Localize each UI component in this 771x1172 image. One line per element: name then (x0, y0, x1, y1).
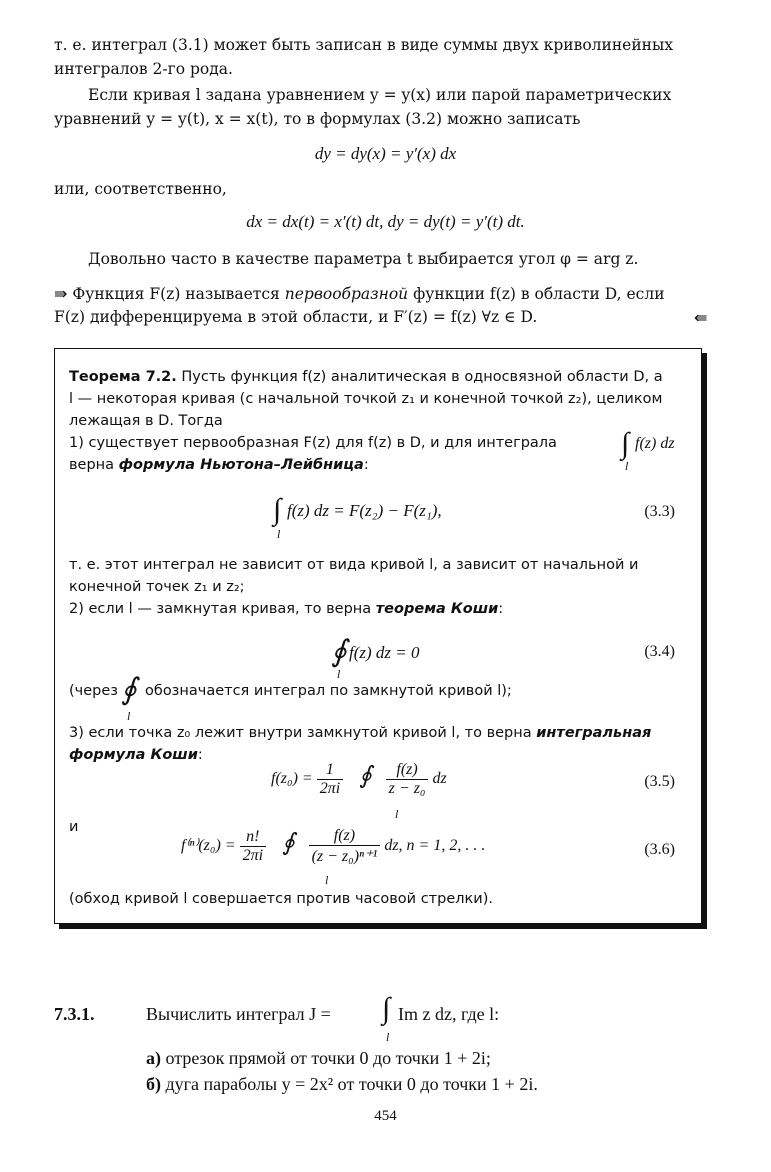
exercise-item-b-label: б) (146, 1074, 161, 1094)
theorem-line-3: лежащая в D. Тогда (69, 413, 223, 429)
equation-3-5 (271, 761, 447, 798)
theorem-text-5b: : (363, 457, 369, 473)
theorem-text-1: Пусть функция f(z) аналитическая в односвязной области D, а (181, 369, 663, 385)
definition-text-a: Функция F(z) называется (72, 285, 280, 303)
definition-term: первообразной (284, 285, 409, 303)
equation-3-3: f(z) dz = F(z₂) − F(z₁), (287, 501, 442, 520)
intro-line-6: Довольно часто в качестве параметра t выбирается угол φ = arg z. (88, 250, 639, 268)
theorem-line-5 (69, 457, 369, 473)
theorem-text-11b: : (197, 747, 203, 763)
theorem-line-4: 1) существует первообразная F(z) для f(z) в D, и для интеграла (69, 435, 557, 451)
exercise-item-b (146, 1074, 538, 1095)
theorem-text-8b: : (498, 601, 504, 617)
integral-formula-term-1: интегральная (536, 725, 652, 741)
theorem-line-7: конечной точек z₁ и z₂; (69, 579, 245, 595)
equation-number-3-4: (3.4) (644, 643, 675, 660)
exercise-item-b-text: дуга параболы y = 2x² от точки 0 до точки 1 + 2i. (165, 1074, 538, 1094)
integral-sign-icon: ∫ (621, 427, 630, 460)
theorem-line-1 (69, 369, 663, 385)
integral-formula-term-2: формула Коши (69, 747, 198, 763)
eq35-tail: dz (432, 770, 447, 788)
theorem-text-9b: обозначается интеграл по замкнутой кривой l); (145, 683, 512, 699)
eq35-integrand-denominator: z − z₀ (388, 780, 426, 797)
eq35-integrand-numerator: f(z) (386, 761, 429, 780)
intro-line-2: интегралов 2-го рода. (54, 60, 233, 78)
eq35-integrand (386, 761, 429, 798)
definition-end-arrow-icon: ⇚ (694, 308, 708, 327)
eq35-coefficient-denominator: 2πi (319, 780, 341, 797)
intro-line-5: или, соответственно, (54, 180, 227, 198)
contour-integral-sign-icon: ∮ (359, 763, 372, 790)
theorem-title: Теорема 7.2. (69, 369, 177, 385)
exercise-text-a: Вычислить интеграл J = (146, 1004, 331, 1024)
intro-line-1: т. е. интеграл (3.1) может быть записан в виде суммы двух криволинейных (54, 36, 674, 54)
theorem-text-9a: (через (69, 683, 118, 699)
integral-limit: l (277, 527, 281, 541)
theorem-text-5a: верна (69, 457, 115, 473)
eq36-coefficient-denominator: 2πi (242, 847, 264, 864)
intro-line-3: Если кривая l задана уравнением y = y(x) или парой параметрических (88, 86, 672, 104)
integral-limit: l (325, 873, 329, 887)
definition-start-arrow-icon: ⇛ (54, 284, 68, 303)
eq35-coefficient-numerator: 1 (317, 761, 343, 780)
eq36-integrand-numerator: f(z) (309, 827, 381, 846)
exercise-item-a-text: отрезок прямой от точки 0 до точки 1 + 2i; (165, 1048, 491, 1068)
theorem-line-12: (обход кривой l совершается против часовой стрелки). (69, 891, 493, 907)
equation-dy: dy = dy(x) = y′(x) dx (314, 144, 457, 163)
equation-number-3-6: (3.6) (644, 841, 675, 858)
exercise-item-a (146, 1048, 491, 1069)
theorem-line-8 (69, 601, 503, 617)
eq36-integrand (309, 827, 381, 866)
theorem-line-11 (69, 747, 203, 763)
integral-limit: l (395, 807, 399, 821)
theorem-text-10a: 3) если точка z₀ лежит внутри замкнутой кривой l, то верна (69, 725, 532, 741)
newton-leibniz-term: формула Ньютона–Лейбница (118, 457, 364, 473)
theorem-line-6: т. е. этот интеграл не зависит от вида кривой l, а зависит от начальной и (69, 557, 639, 573)
eq36-lhs: f⁽ⁿ⁾(z₀) = (181, 837, 236, 855)
theorem-line-10 (69, 725, 651, 741)
eq35-coefficient (317, 761, 343, 798)
integral-sign-icon: ∫ (273, 493, 282, 526)
integral-limit: l (337, 667, 341, 681)
contour-integral-sign-icon: ∮ (331, 635, 347, 668)
exercise-item-a-label: а) (146, 1048, 161, 1068)
theorem-text-8a: 2) если l — замкнутая кривая, то верна (69, 601, 372, 617)
equation-number-3-5: (3.5) (644, 773, 675, 790)
equation-dx-dy: dx = dx(t) = x′(t) dt, dy = dy(t) = y′(t) dt. (246, 212, 525, 231)
eq36-tail: dz, n = 1, 2, . . . (384, 837, 486, 855)
exercise-integrand: Im z dz, где l: (398, 1004, 500, 1024)
integral-limit: l (386, 1030, 390, 1044)
integral-limit: l (625, 459, 629, 473)
exercise-number: 7.3.1. (54, 1004, 95, 1024)
cauchy-theorem-term: теорема Коши (375, 601, 499, 617)
contour-integral-sign-icon: ∮ (121, 673, 137, 706)
equation-3-4: f(z) dz = 0 (349, 643, 420, 662)
equation-3-6 (181, 827, 485, 866)
theorem-box (54, 348, 702, 924)
equation-number-3-3: (3.3) (644, 503, 675, 520)
definition-line-2: F(z) дифференцируема в этой области, и F′(z) = f(z) ∀z ∈ D. (54, 308, 538, 326)
theorem-line-2: l — некоторая кривая (с начальной точкой z₁ и конечной точкой z₂), целиком (69, 391, 663, 407)
definition-text-b: функции f(z) в области D, если (413, 285, 665, 303)
contour-integral-sign-icon: ∮ (282, 830, 295, 857)
integral-sign-icon: ∫ (382, 992, 391, 1025)
conjunction-and: и (69, 819, 79, 835)
integral-limit: l (127, 709, 131, 723)
eq36-coefficient (240, 828, 266, 865)
definition-line-1 (54, 284, 665, 303)
eq36-coefficient-numerator: n! (240, 828, 266, 847)
inline-integrand: f(z) dz (635, 435, 675, 452)
eq35-lhs: f(z₀) = (271, 770, 313, 788)
page-number: 454 (374, 1108, 397, 1124)
intro-line-4: уравнений y = y(t), x = x(t), то в формулах (3.2) можно записать (54, 110, 581, 128)
eq36-integrand-denominator: (z − z₀)ⁿ⁺¹ (311, 848, 378, 865)
